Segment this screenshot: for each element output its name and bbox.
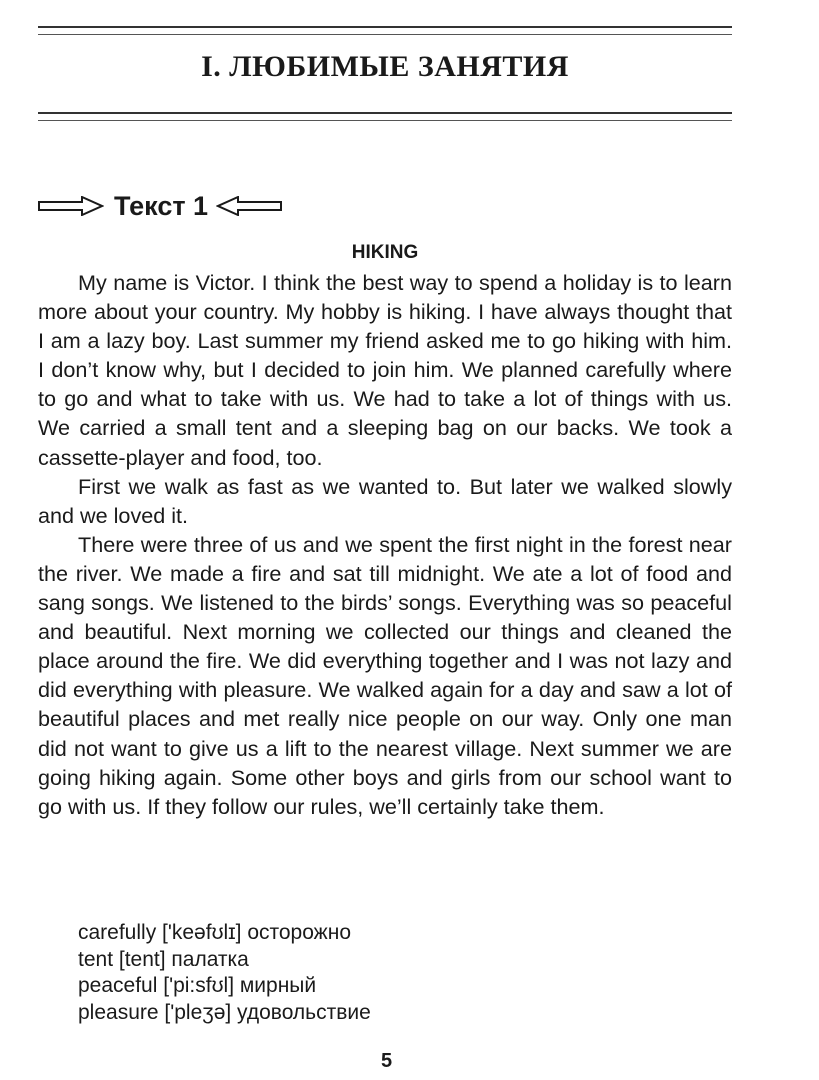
- right-arrow-icon: [38, 196, 104, 216]
- article-title: HIKING: [351, 242, 419, 263]
- vocabulary-item: peaceful ['pi:sfʊl] мирный: [78, 974, 317, 997]
- article-body: [38, 268, 732, 821]
- paragraph: My name is Victor. I think the best way to spend a holiday is to learn more about your country. My hobby is hiking. I have always thought that I am a lazy boy. Last summer my friend asked me to go hiking with him. I don’t know why, but I decided to join him. We planned carefully where to go and what to take with us. We had to take a lot of things with us. We carried a small tent and a sleeping bag on our backs. We took a cassette-player and food, too.: [38, 270, 732, 470]
- vocabulary-item: pleasure ['pleʒə] удовольствие: [78, 1000, 371, 1024]
- vocabulary-item: carefully ['keəfʊlɪ] осторожно: [78, 921, 351, 944]
- section-label: Текст 1: [114, 190, 209, 221]
- paragraph: First we walk as fast as we wanted to. But later we walked slowly and we loved it.: [38, 473, 732, 528]
- bottom-double-rule: [38, 112, 732, 121]
- top-double-rule: [38, 26, 732, 35]
- page-number: 5: [380, 1050, 393, 1072]
- vocabulary-item: tent [tent] палатка: [78, 947, 249, 971]
- chapter-title: I. ЛЮБИМЫЕ ЗАНЯТИЯ: [201, 50, 569, 83]
- left-arrow-icon: [216, 196, 282, 216]
- section-heading: [38, 188, 282, 224]
- paragraph: There were three of us and we spent the first night in the forest near the river. We made a fire and sat till midnight. We ate a lot of food and sang songs. We listened to the birds’ songs. Everything was so peaceful and beautiful. Next morning we collected our things and cleaned the place around the fire. We did everything together and I was not lazy and did everything with pleasure. We walked again for a day and saw a lot of beautiful places and met really nice people on our way. Only one man did not want to give us a lift to the nearest village. Next summer we are going hiking again. Some other boys and girls from our school want to go with us. If they follow our rules, we’ll certainly take them.: [38, 531, 732, 819]
- vocabulary-list: [78, 920, 371, 1026]
